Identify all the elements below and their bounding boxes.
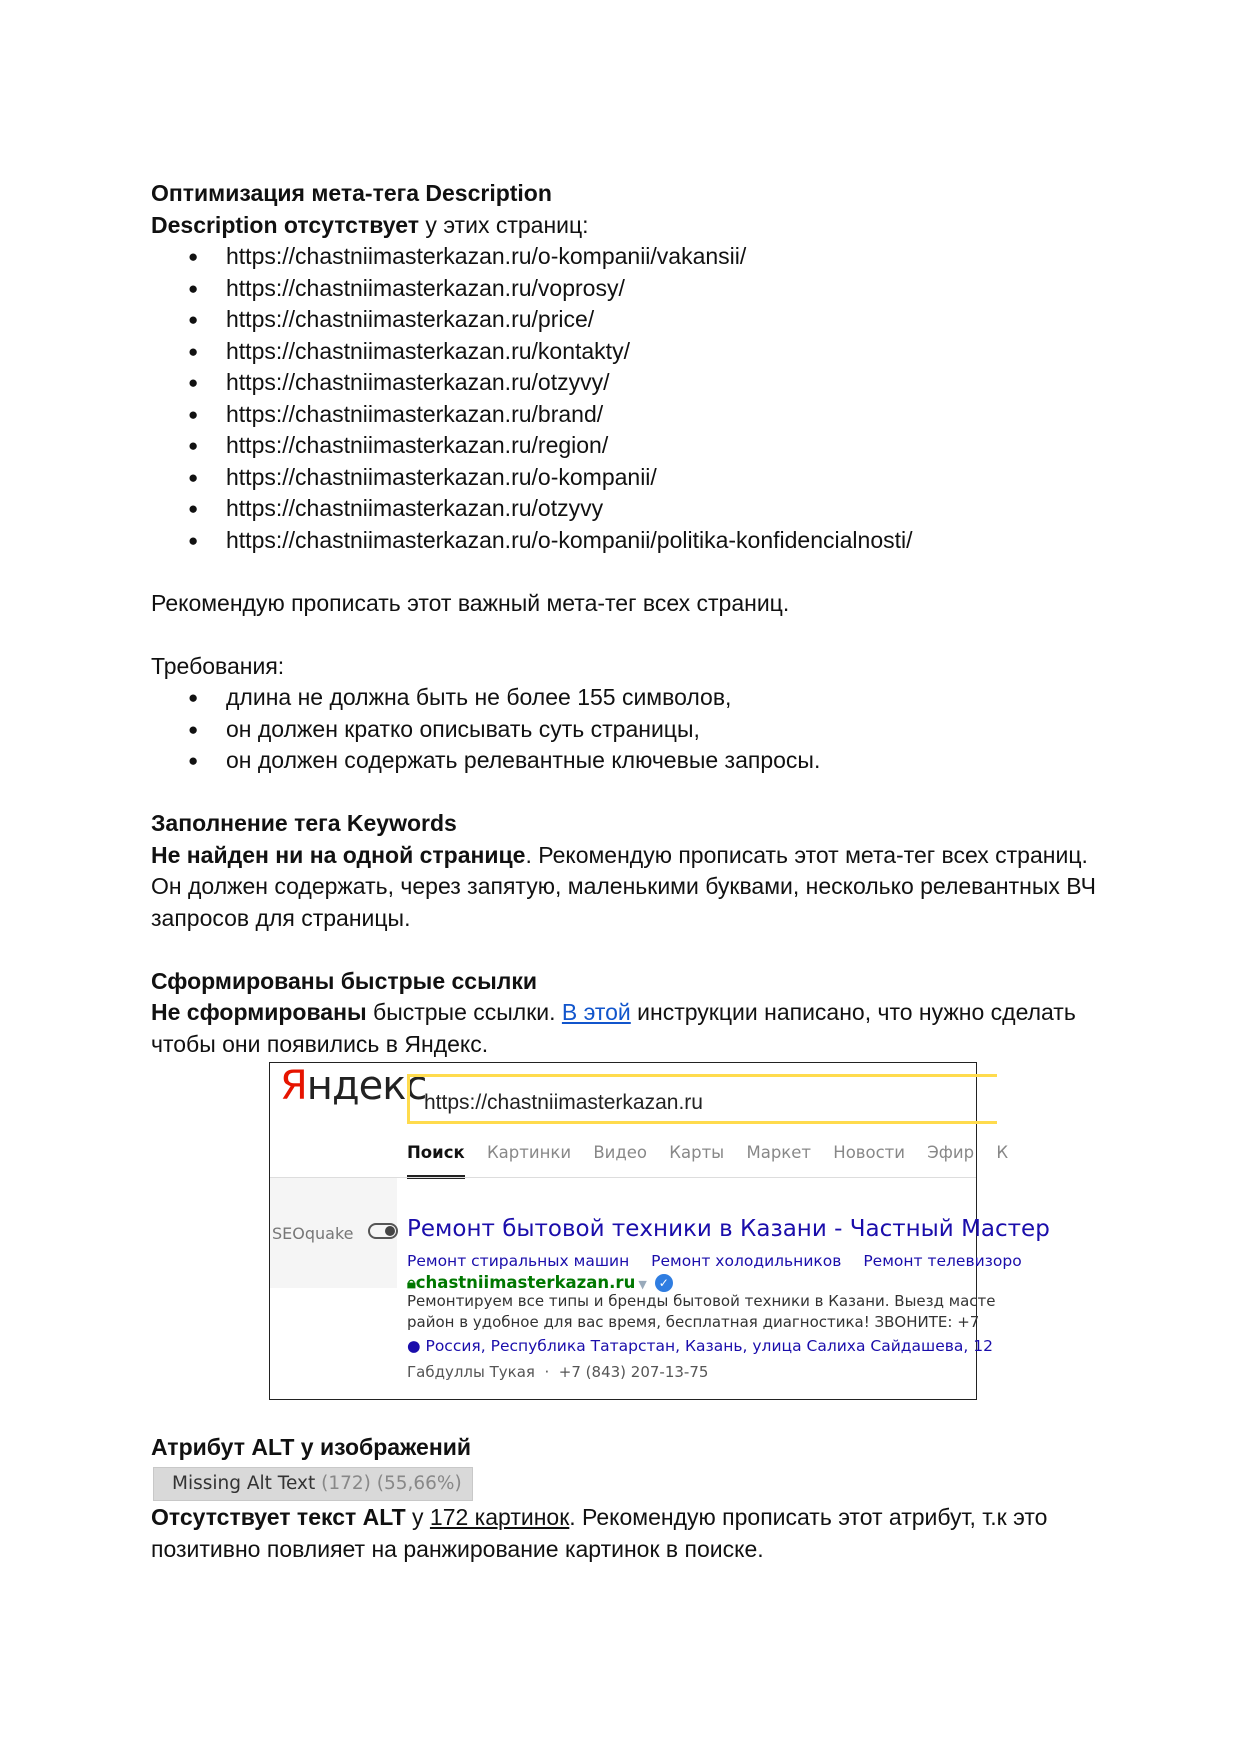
instruction-link[interactable]: В этой [561, 999, 631, 1025]
tab-video: Видео [593, 1143, 648, 1162]
list-item: ● https://chastniimasterkazan.ru/o-kompanii/vakansii/ [151, 241, 1111, 273]
verified-check-icon: ✓ [655, 1274, 673, 1292]
list-item: ● https://chastniimasterkazan.ru/otzyvy [151, 493, 1111, 525]
list-item: ● https://chastniimasterkazan.ru/voprosy/ [151, 273, 1111, 305]
result-description: Ремонтируем все типы и бренды бытовой техники в Казани. Выезд масте район в удобное для вас время, бесплатная диагностика! ЗВОНИТЕ: +7 [407, 1292, 996, 1331]
tab-maps: Карты [669, 1143, 725, 1162]
result-address-phone: Габдуллы Тукая · +7 (843) 207-13-75 [407, 1363, 709, 1381]
quicklinks-bold: Не сформированы [151, 999, 367, 1025]
alt-paragraph: Отсутствует текст ALT у 172 картинок. Рекомендую прописать этот атрибут, т.к это позитивно повлияет на ранжирование картинок в поиске. [151, 1504, 1048, 1562]
alt-bold: Отсутствует текст ALT [151, 1504, 406, 1530]
toggle-icon [368, 1223, 398, 1239]
sitelink: Ремонт холодильников [651, 1252, 842, 1270]
quicklinks-text2: инструкции написано, что нужно сделать чтобы они появились в Яндекс. [151, 999, 1076, 1057]
quicklinks-text1: быстрые ссылки. [366, 999, 562, 1025]
tab-images: Картинки [486, 1143, 572, 1162]
description-heading: Оптимизация мета-тега Description [151, 180, 552, 206]
tab-market: Маркет [746, 1143, 812, 1162]
location-pin-icon: ● [407, 1337, 421, 1355]
keywords-bold: Не найден ни на одной странице [151, 841, 526, 868]
list-item: ● https://chastniimasterkazan.ru/o-kompanii/ [151, 462, 1111, 494]
description-recommendation: Рекомендую прописать этот важный мета-тег всех страниц. [151, 589, 790, 616]
yandex-screenshot [269, 1062, 1050, 1400]
requirements-label: Требования: [151, 652, 285, 679]
alt-heading: Атрибут ALT у изображений [151, 1433, 472, 1460]
keywords-heading: Заполнение тега Keywords [151, 810, 457, 836]
requirements-list [151, 682, 1111, 777]
sitelink: Ремонт стиральных машин [407, 1252, 630, 1270]
tab-more: К [996, 1143, 1009, 1162]
list-item: ● длина не должна быть не более 155 символов, [151, 682, 1111, 714]
list-item: ● https://chastniimasterkazan.ru/kontakty/ [151, 336, 1111, 368]
list-item: ● https://chastniimasterkazan.ru/o-kompanii/politika-konfidencialnosti/ [151, 525, 1111, 557]
alt-count-link: 172 картинок [429, 1504, 570, 1530]
caret-down-icon: ▼ [638, 1278, 647, 1291]
list-item: ● он должен кратко описывать суть страницы, [151, 714, 1111, 746]
list-item: ● https://chastniimasterkazan.ru/brand/ [151, 399, 1111, 431]
lock-icon: 🔒︎ [407, 1273, 416, 1292]
result-title: Ремонт бытовой техники в Казани - Частный Мастер [407, 1216, 1050, 1242]
missing-description-url-list [151, 241, 1111, 556]
result-url: 🔒︎chastniimasterkazan.ru ▼ ✓ [407, 1267, 673, 1301]
quicklinks-paragraph [151, 997, 1111, 1060]
keywords-paragraph [151, 840, 1111, 935]
list-item: ● https://chastniimasterkazan.ru/region/ [151, 430, 1111, 462]
description-missing-line [151, 210, 1111, 242]
document-body [151, 178, 1111, 1565]
description-missing-rest: у этих страниц: [419, 211, 589, 238]
tab-news: Новости [833, 1143, 906, 1162]
keywords-rest: . Рекомендую прописать этот мета-тег всех страниц. Он должен содержать, через запятую, маленькими буквами, несколько релевантных ВЧ запросов для страницы. [151, 841, 1096, 931]
list-item: ● он должен содержать релевантные ключевые запросы. [151, 745, 1111, 777]
list-item: ● https://chastniimasterkazan.ru/otzyvy/ [151, 367, 1111, 399]
quicklinks-heading: Сформированы быстрые ссылки [151, 967, 537, 994]
seoquake-label: SEOquake [272, 1224, 354, 1243]
list-item: ● https://chastniimasterkazan.ru/price/ [151, 304, 1111, 336]
yandex-tabs [407, 1137, 1025, 1169]
description-missing-bold: Description отсутствует [151, 211, 420, 238]
yandex-logo: Яндекс [280, 1063, 427, 1109]
missing-alt-badge: Missing Alt Text (172) (55,66%) [153, 1467, 473, 1501]
sitelink: Ремонт телевизоро [863, 1252, 1022, 1270]
tab-efir: Эфир [927, 1143, 975, 1162]
yandex-search-input: https://chastniimasterkazan.ru [407, 1074, 997, 1124]
result-address: ● Россия, Республика Татарстан, Казань, улица Салиха Сайдашева, 12 [407, 1337, 993, 1355]
tab-search: Поиск [407, 1143, 465, 1179]
